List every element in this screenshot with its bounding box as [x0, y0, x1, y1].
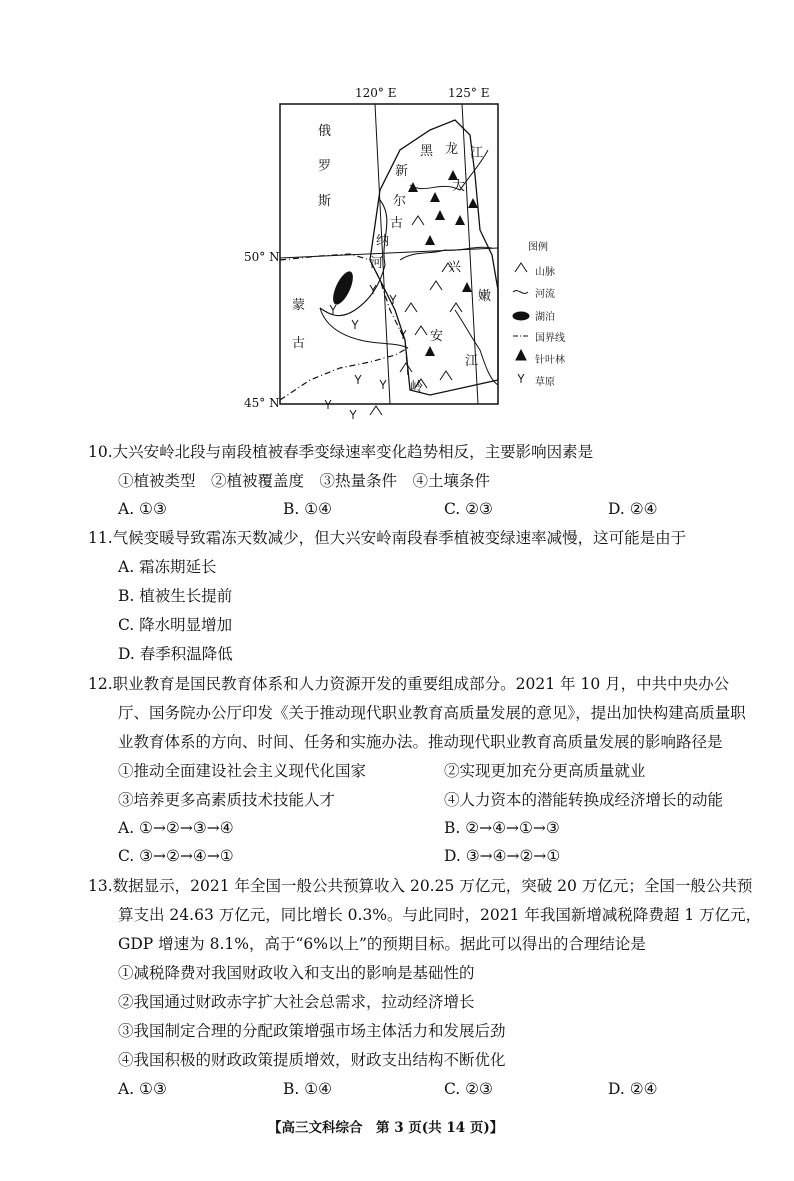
legend-grass-icon [518, 374, 524, 383]
q13-item-4: ④我国积极的财政政策提质增效，财政支出结构不断优化 [118, 1051, 506, 1069]
q13-option-b[interactable]: B. ①④ [283, 1080, 333, 1098]
q12-option-a[interactable]: A. ①→②→③→④ [118, 819, 234, 837]
q12-stem-line-2: 厅、国务院办公厅印发《关于推动现代职业教育高质量发展的意见》，提出加快构建高质量职 [118, 704, 746, 722]
q11-option-b[interactable]: B. 植被生长提前 [118, 587, 233, 605]
q13-item-2: ②我国通过财政赤字扩大社会总需求，拉动经济增长 [118, 993, 475, 1011]
nenjiang-char-2: 江 [465, 354, 479, 369]
q12-item-2: ②实现更加充分更高质量就业 [444, 762, 646, 780]
legend-item-river: 河流 [535, 289, 555, 300]
q13-stem-line-3: GDP 增速为 8.1%，高于“6%以上”的预期目标。据此可以得出的合理结论是 [118, 935, 646, 953]
daxinganling-boundary [370, 120, 498, 395]
q12-item-1: ①推动全面建设社会主义现代化国家 [118, 762, 367, 780]
q11-stem: 11.气候变暖导致霜冻天数减少，但大兴安岭南段春季植被变绿速率减慢，这可能是由于 [88, 529, 687, 547]
legend-symbols [513, 263, 529, 383]
q11-option-d[interactable]: D. 春季积温降低 [118, 645, 233, 663]
page-footer: 【高三文科综合 第 3 页(共 14 页)】 [268, 1120, 504, 1136]
heilongjiang-char-1: 黑 [420, 144, 434, 159]
legend-item-mountain: 山脉 [535, 267, 555, 278]
map-figure [230, 80, 600, 420]
ergun-char-2: 纳 [376, 234, 390, 249]
ergun-char-3: 河 [370, 256, 384, 271]
legend-river-icon [513, 291, 528, 294]
legend-conifer-icon [516, 350, 526, 360]
legend-item-conifer: 针叶林 [535, 355, 565, 366]
q10-stem: 10.大兴安岭北段与南段植被春季变绿速率变化趋势相反，主要影响因素是 [88, 443, 594, 461]
q12-stem-line-1: 12.职业教育是国民教育体系和人力资源开发的重要组成部分。2021 年 10 月，中共中央办公 [88, 675, 730, 693]
legend-lake-icon [513, 312, 529, 320]
mongolia-char-1: 蒙 [292, 298, 306, 313]
q13-item-3: ③我国制定合理的分配政策增强市场主体活力和发展后劲 [118, 1022, 506, 1040]
lake-hulun [329, 269, 357, 308]
grassland [325, 285, 406, 419]
dxal-char-4: 岭 [410, 380, 424, 395]
russia-char-1: 俄 [318, 124, 332, 139]
q13-option-a[interactable]: A. ①③ [118, 1080, 167, 1098]
legend-title: 图例 [528, 242, 548, 253]
q13-item-1: ①减税降费对我国财政收入和支出的影响是基础性的 [118, 964, 475, 982]
dxal-char-1: 大 [452, 179, 466, 194]
q12-option-c[interactable]: C. ③→②→④→① [118, 847, 234, 865]
q13-stem-line-1: 13.数据显示，2021 年全国一般公共预算收入 20.25 万亿元，突破 20 万亿元；全国一般公共预 [88, 877, 753, 895]
lon-label-125: 125° E [448, 86, 490, 100]
q10-option-b[interactable]: B. ①④ [283, 500, 333, 518]
legend-mountain-icon [515, 263, 527, 272]
ergun-char-1: 古 [390, 216, 404, 231]
legend-item-border: 国界线 [535, 333, 565, 344]
q12-option-d[interactable]: D. ③→④→②→① [444, 847, 561, 865]
q10-option-d[interactable]: D. ②④ [608, 500, 658, 518]
nenjiang-char-1: 嫩 [478, 289, 492, 304]
q11-option-a[interactable]: A. 霜冻期延长 [118, 558, 217, 576]
lat-label-45: 45° N [244, 396, 280, 410]
xinbarhu-char-1: 新 [395, 164, 409, 179]
parallel-50 [280, 248, 498, 258]
heilongjiang-char-3: 江 [470, 146, 484, 161]
russia-char-2: 罗 [318, 159, 332, 174]
mongolia-char-2: 古 [292, 336, 306, 351]
q10-option-c[interactable]: C. ②③ [444, 500, 493, 518]
heilongjiang-char-2: 龙 [445, 142, 459, 157]
q12-item-3: ③培养更多高素质技术技能人才 [118, 791, 336, 809]
lat-label-50: 50° N [244, 250, 280, 264]
q12-item-4: ④人力资本的潜能转换成经济增长的动能 [444, 791, 724, 809]
q10-option-a[interactable]: A. ①③ [118, 500, 167, 518]
russia-char-3: 斯 [318, 194, 332, 209]
q10-items: ①植被类型 ②植被覆盖度 ③热量条件 ④土壤条件 [118, 472, 491, 490]
q13-stem-line-2: 算支出 24.63 万亿元，同比增长 0.3%。与此同时，2021 年我国新增减税降费超 1 万亿元， [118, 906, 762, 924]
q11-option-c[interactable]: C. 降水明显增加 [118, 616, 233, 634]
q12-stem-line-3: 业教育体系的方向、时间、任务和实施办法。推动现代职业教育高质量发展的影响路径是 [118, 733, 723, 751]
q13-option-d[interactable]: D. ②④ [608, 1080, 658, 1098]
xinbarhu-char-2: 尔 [393, 194, 407, 209]
lon-label-120: 120° E [355, 86, 397, 100]
legend-item-grass: 草原 [535, 377, 555, 388]
q12-option-b[interactable]: B. ②→④→①→③ [444, 819, 560, 837]
dxal-char-2: 兴 [448, 260, 462, 275]
legend-item-lake: 湖泊 [535, 312, 555, 323]
q13-option-c[interactable]: C. ②③ [444, 1080, 493, 1098]
dxal-char-3: 安 [430, 329, 444, 344]
